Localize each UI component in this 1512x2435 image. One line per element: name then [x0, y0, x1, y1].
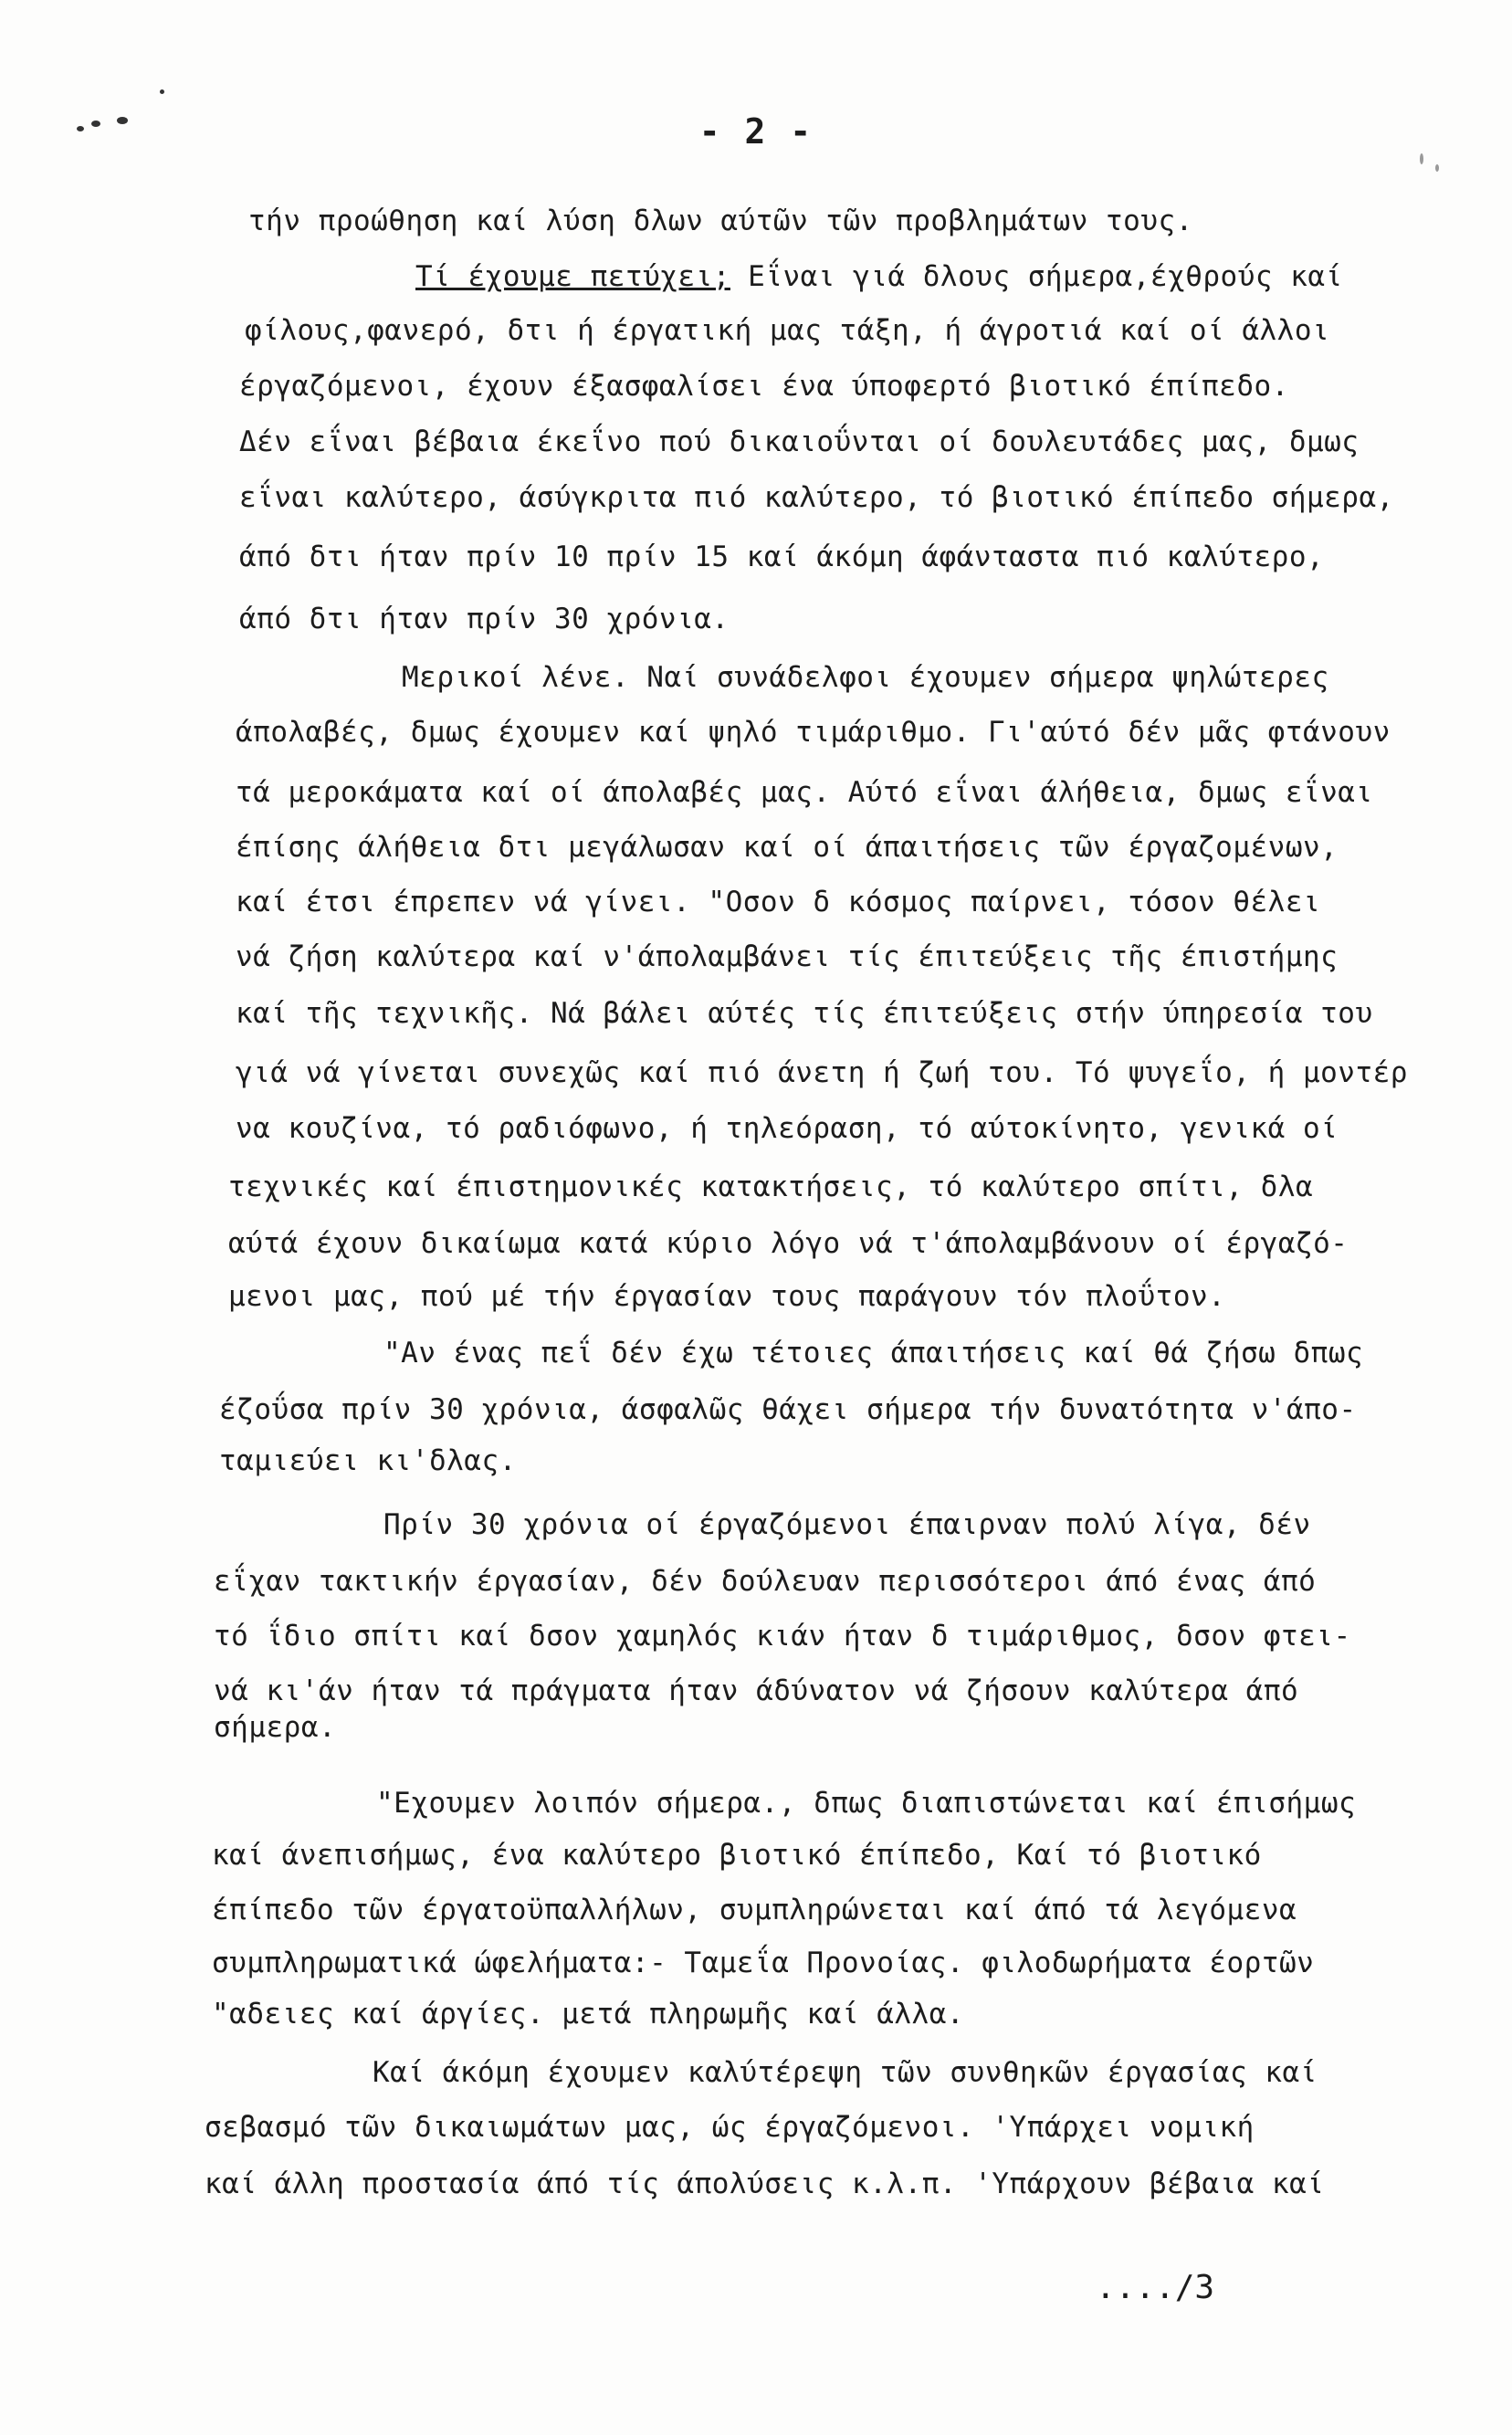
text-line: αύτά έχουν δικαίωμα κατά κύριο λόγο νά τ'άπολαμβάνουν οί έργαζό-	[228, 1227, 1349, 1260]
text-line: τήν προώθηση καί λύση δλων αύτῶν τῶν προβλημάτων τους.	[248, 205, 1193, 237]
text-line: εΐναι καλύτερο, άσύγκριτα πιό καλύτερο, τό βιοτικό έπίπεδο σήμερα,	[239, 481, 1394, 514]
text-line: έπίσης άλήθεια δτι μεγάλωσαν καί οί άπαιτήσεις τῶν έργαζομένων,	[236, 831, 1339, 864]
section-lead: Τί έχουμε πετύχει;	[415, 260, 730, 293]
text-line: "Αν ένας πεΐ δέν έχω τέτοιες άπαιτήσεις καί θά ζήσω δπως	[383, 1337, 1364, 1370]
text-line: καί άνεπισήμως, ένα καλύτερο βιοτικό έπίπεδο, Καί τό βιοτικό	[212, 1839, 1262, 1872]
text-line: νά κι'άν ήταν τά πράγματα ήταν άδύνατον νά ζήσουν καλύτερα άπό	[214, 1674, 1299, 1707]
text-line: εΐχαν τακτικήν έργασίαν, δέν δούλευαν περισσότεροι άπό ένας άπό	[214, 1565, 1317, 1598]
text-line: άπό δτι ήταν πρίν 30 χρόνια.	[239, 603, 730, 635]
text-line: μενοι μας, πού μέ τήν έργασίαν τους παράγουν τόν πλοΰτον.	[228, 1280, 1226, 1313]
text-line: γιά νά γίνεται συνεχῶς καί πιό άνετη ή ζωή του. Τό ψυγεΐο, ή μοντέρ	[236, 1056, 1408, 1089]
text-line: συμπληρωματικά ώφελήματα:- Ταμεΐα Προνοίας. φιλοδωρήματα έορτῶν	[212, 1947, 1315, 1979]
text-line	[415, 258, 1343, 295]
text-line: τεχνικές καί έπιστημονικές κατακτήσεις, τό καλύτερο σπίτι, δλα	[228, 1170, 1314, 1203]
text-line: νά ζήση καλύτερα καί ν'άπολαμβάνει τίς έπιτεύξεις τῆς έπιστήμης	[236, 940, 1339, 973]
text-line: έργαζόμενοι, έχουν έξασφαλίσει ένα ύποφερτό βιοτικό έπίπεδο.	[239, 370, 1289, 403]
text-line: καί τῆς τεχνικῆς. Νά βάλει αύτές τίς έπιτεύξεις στήν ύπηρεσία του	[236, 997, 1373, 1030]
text-line: ταμιεύει κι'δλας.	[219, 1444, 517, 1477]
text-line: τά μεροκάματα καί οί άπολαβές μας. Αύτό εΐναι άλήθεια, δμως εΐναι	[236, 776, 1373, 809]
text-line: έπίπεδο τῶν έργατοϋπαλλήλων, συμπληρώνεται καί άπό τά λεγόμενα	[212, 1894, 1297, 1926]
scan-speck	[1420, 153, 1423, 164]
text-line: άπολαβές, δμως έχουμεν καί ψηλό τιμάριθμο. Γι'αύτό δέν μᾶς φτάνουν	[236, 716, 1391, 749]
text-line: σεβασμό τῶν δικαιωμάτων μας, ώς έργαζόμενοι. 'Υπάρχει νομική	[205, 2111, 1255, 2144]
text-line: φίλους,φανερό, δτι ή έργατική μας τάξη, ή άγροτιά καί οί άλλοι	[245, 314, 1330, 347]
text-line: "αδειες καί άργίες. μετά πληρωμῆς καί άλλα.	[212, 1998, 965, 2031]
scan-speck	[1435, 164, 1439, 172]
text-line: "Εχουμεν λοιπόν σήμερα., δπως διαπιστώνεται καί έπισήμως	[376, 1787, 1357, 1820]
text-line: καί άλλη προστασία άπό τίς άπολύσεις κ.λ.π. 'Υπάρχουν βέβαια καί	[205, 2167, 1325, 2200]
scan-speck	[160, 89, 164, 94]
text-line: άπό δτι ήταν πρίν 10 πρίν 15 καί άκόμη άφάνταστα πιό καλύτερο,	[239, 541, 1325, 573]
text-line: να κουζίνα, τό ραδιόφωνο, ή τηλεόραση, τό αύτοκίνητο, γενικά οί	[236, 1112, 1339, 1145]
continuation-marker: ..../3	[1096, 2269, 1215, 2306]
text-line: Πρίν 30 χρόνια οί έργαζόμενοι έπαιρναν πολύ λίγα, δέν	[383, 1508, 1311, 1541]
text-line: τό ΐδιο σπίτι καί δσον χαμηλός κιάν ήταν δ τιμάριθμος, δσον φτει-	[214, 1620, 1351, 1653]
text-line: σήμερα.	[214, 1711, 337, 1744]
text-line: Καί άκόμη έχουμεν καλύτέρεψη τῶν συνθηκῶν έργασίας καί	[373, 2056, 1318, 2089]
text-line-rest: Εΐναι γιά δλους σήμερα,έχθρούς καί	[730, 260, 1343, 293]
text-line: Δέν εΐναι βέβαια έκεΐνο πού δικαιοΰνται οί δουλευτάδες μας, δμως	[239, 425, 1360, 458]
text-line: έζοΰσα πρίν 30 χρόνια, άσφαλῶς θάχει σήμερα τήν δυνατότητα ν'άπο-	[219, 1393, 1357, 1426]
page-number: - 2 -	[698, 111, 814, 152]
text-line: καί έτσι έπρεπεν νά γίνει. "Οσον δ κόσμος παίρνει, τόσον θέλει	[236, 886, 1321, 918]
text-line: Μερικοί λένε. Ναί συνάδελφοι έχουμεν σήμερα ψηλώτερες	[402, 661, 1329, 694]
